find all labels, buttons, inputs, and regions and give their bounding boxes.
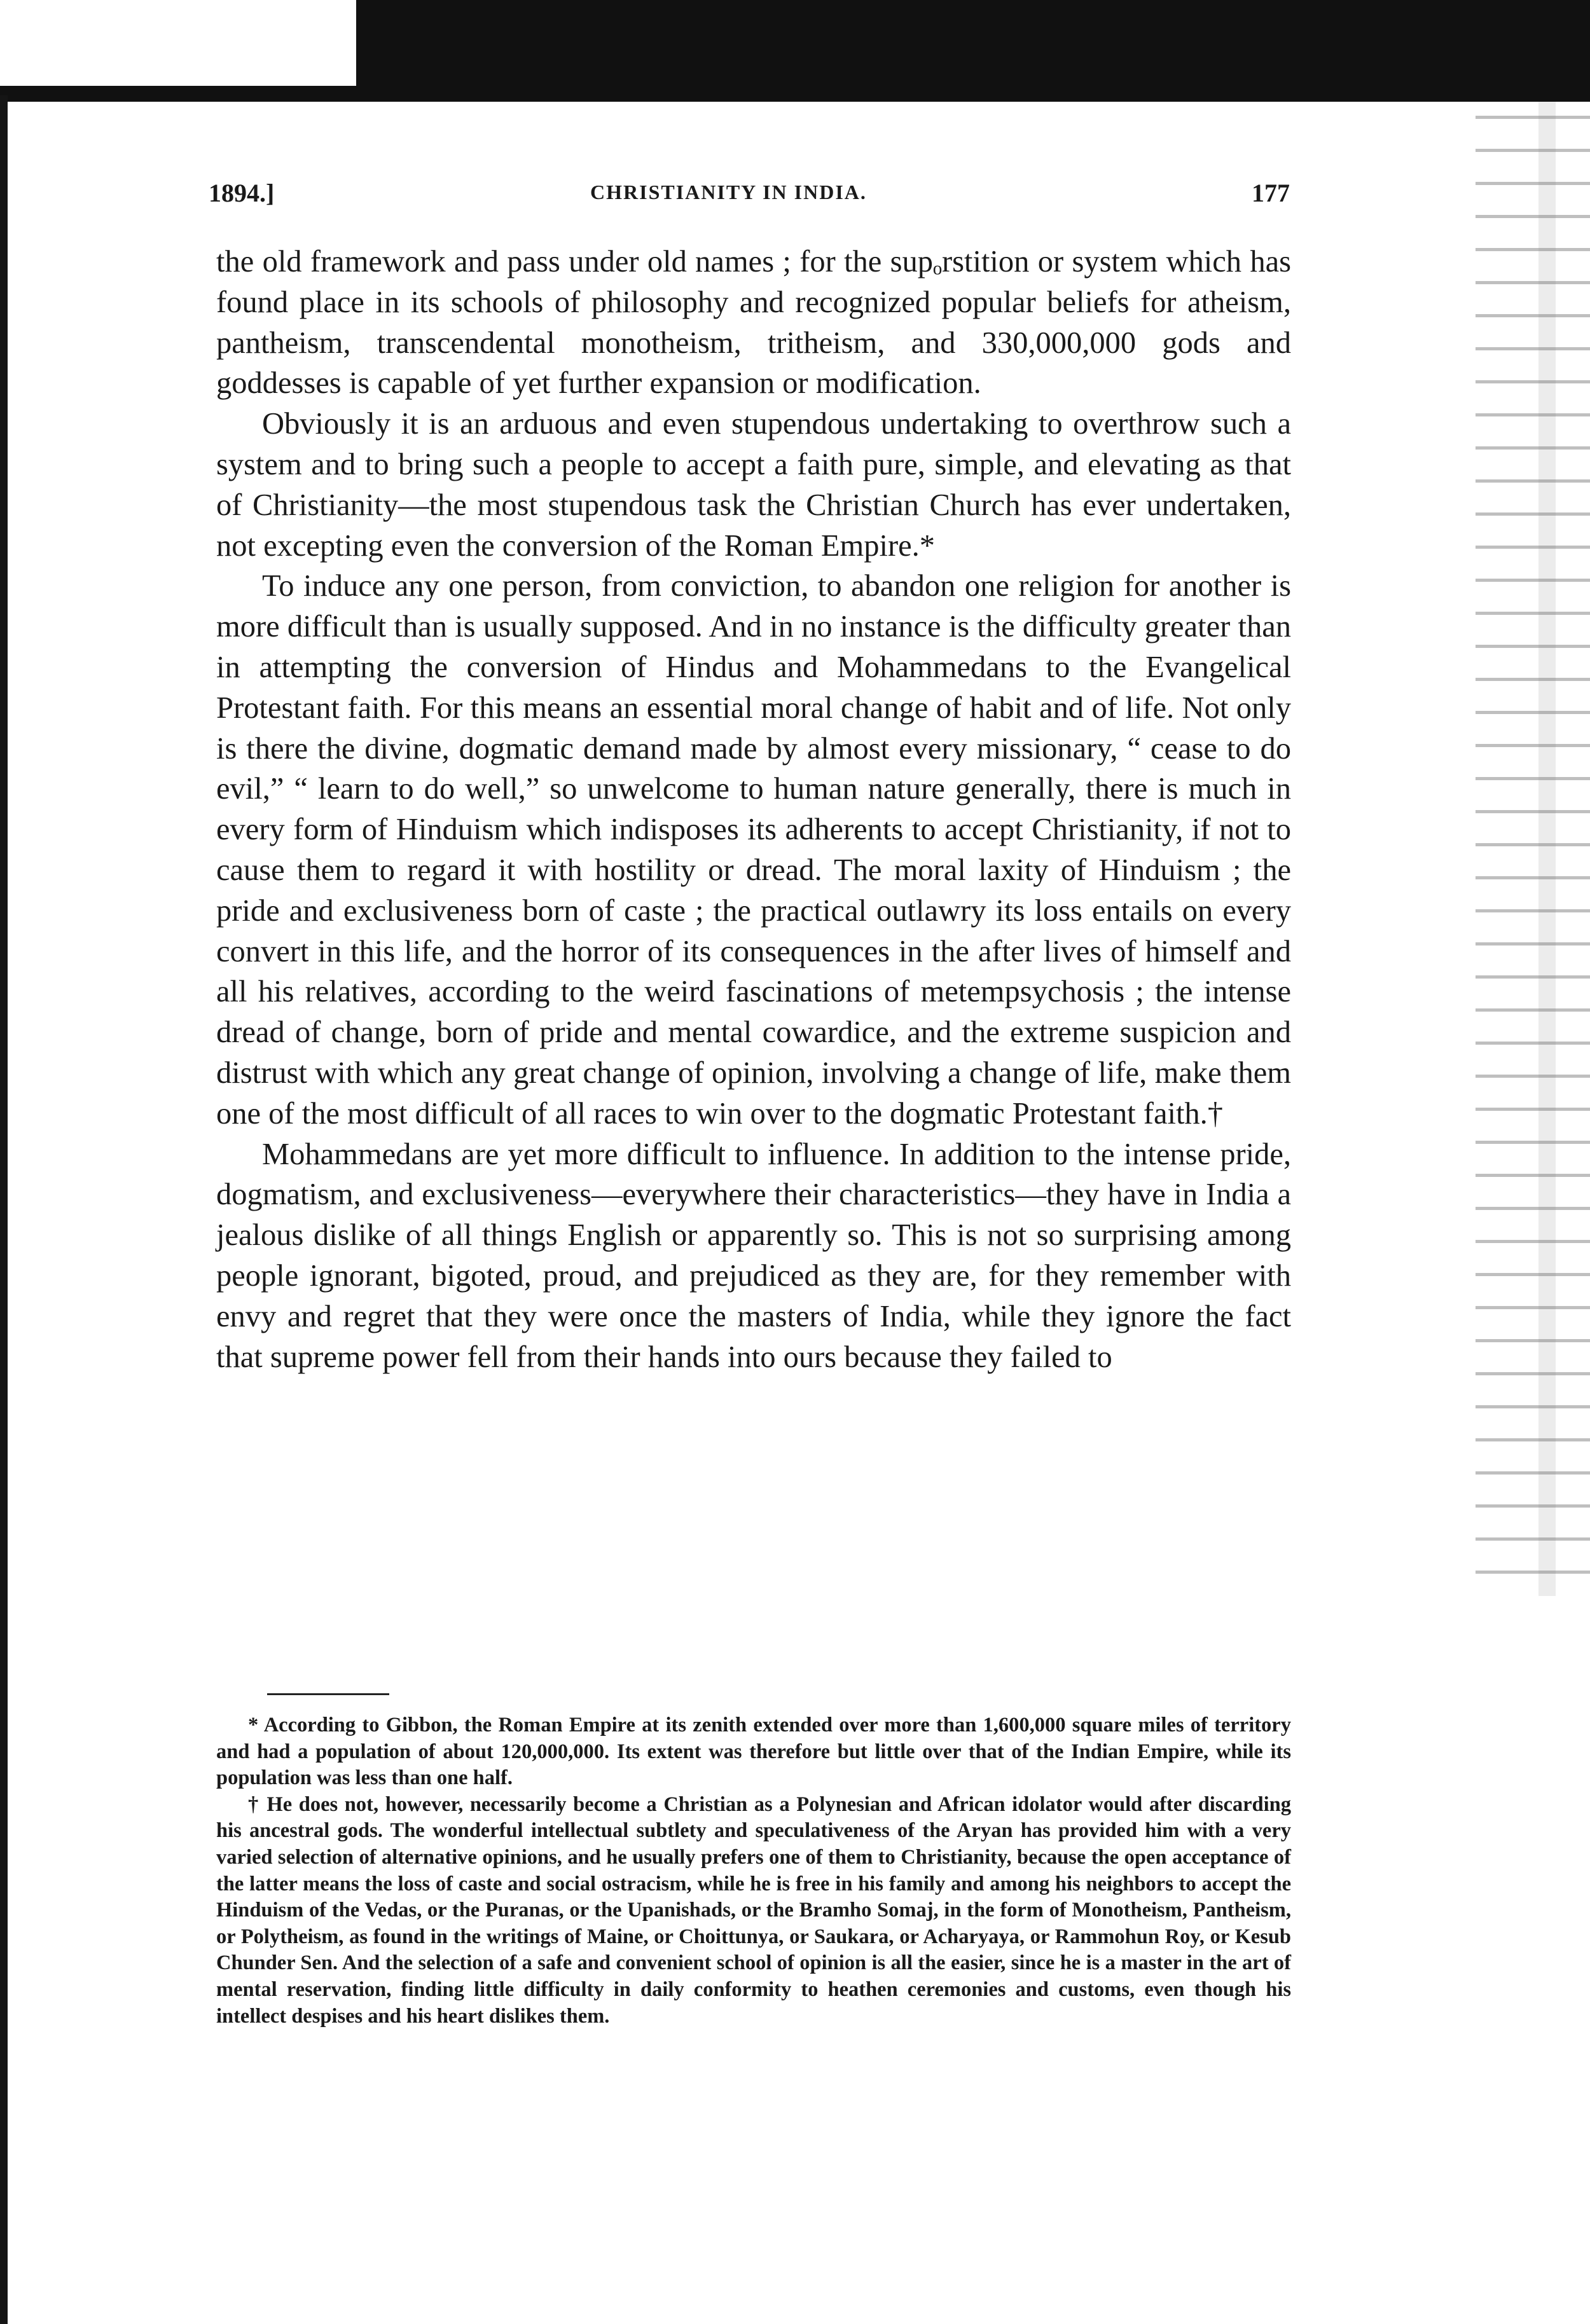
scan-top-border-gap [0, 0, 356, 86]
footnotes [216, 1712, 1291, 2030]
running-header [209, 178, 1290, 216]
header-date: 1894.] [209, 179, 275, 207]
paragraph: Obviously it is an arduous and even stupendous undertaking to overthrow such a system and to bring such a people to accept a faith pure, simple, and elevating as that of Christianity—the most stupendous task the Christian Church has ever undertaken, not excepting even the conversion of the Roman Empire.* [216, 407, 1291, 563]
paragraph: To induce any one person, from conviction, to abandon one religion for another is more difficult than is usually supposed. And in no instance is the difficulty greater than in attempting the conversion of Hindus and Mohammedans to the Evangelical Protestant faith. For this means an essential moral change of habit and of life. Not only is there the divine, dogmatic demand made by almost every missionary, “ cease to do evil,” “ learn to do well,” so unwelcome to human nature generally, there is much in every form of Hinduism which indisposes its adherents to accept Christianity, if not to cause them to regard it with hostility or dread. The moral laxity of Hinduism ; the pride and exclusiveness born of caste ; the practical outlawry its loss entails on every convert in this life, and the horror of its consequences in the after lives of himself and all his relatives, according to the weird fascinations of metempsychosis ; the intense dread of change, born of pride and mental cowardice, and the extreme suspicion and distrust with which any great change of opinion, involving a change of life, make them one of the most difficult of all races to win over to the dogmatic Protestant faith.† [216, 569, 1291, 1131]
paragraph: Mohammedans are yet more difficult to influence. In addition to the intense pride, dogmatism, and exclusiveness—everywhere their characteristics—they have in India a jealous dislike of all things English or apparently so. This is not so surprising among people ignorant, bigoted, proud, and prejudiced as they are, for they remember with envy and regret that they were once the masters of India, while they ignore the fact that supreme power fell from their hands into ours because they failed to [216, 1137, 1291, 1374]
article-body [216, 242, 1291, 1377]
footnote-dagger: † He does not, however, necessarily become a Christian as a Polynesian and African idolator would after discarding his ancestral gods. The wonderful intellectual subtlety and speculativeness of the Aryan has provided him with a very varied selection of alternative opinions, and he usually prefers one of them to Christianity, because the open acceptance of the latter means the loss of caste and social ostracism, while he is free in his family and among his neighbors to accept the Hinduism of the Vedas, or the Puranas, or the Upanishads, or the Bramho Somaj, in the form of Monotheism, Pantheism, or Polytheism, as found in the writings of Maine, or Choittunya, or Saukara, or Acharyaya, or Rammohun Roy, or Kesub Chunder Sen. And the selection of a safe and convenient school of opinion is all the easier, since he is a master in the art of mental reservation, finding little difficulty in daily conformity to heathen ceremonies and customs, even though his intellect despises and his heart dislikes them. [216, 1792, 1291, 2028]
paragraph-continuation: the old framework and pass under old names ; for the supₒrstition or system which has found place in its schools of philosophy and recognized popular beliefs for atheism, pantheism, transcendental monotheism, tritheism, and 330,000,000 gods and goddesses is capable of yet further expansion or modification. [216, 245, 1291, 401]
footnote-asterisk: * According to Gibbon, the Roman Empire at its zenith extended over more than 1,600,000 square miles of territory and had a population of about 120,000,000. Its extent was therefore but little over that of the Indian Empire, while its population was less than one half. [216, 1714, 1291, 1790]
scan-left-border [0, 95, 8, 2324]
header-title: CHRISTIANITY IN INDIA. [590, 181, 867, 203]
footnote-separator [267, 1693, 389, 1695]
page-number: 177 [1252, 179, 1290, 207]
scan-right-edge-noise [1476, 102, 1590, 1596]
